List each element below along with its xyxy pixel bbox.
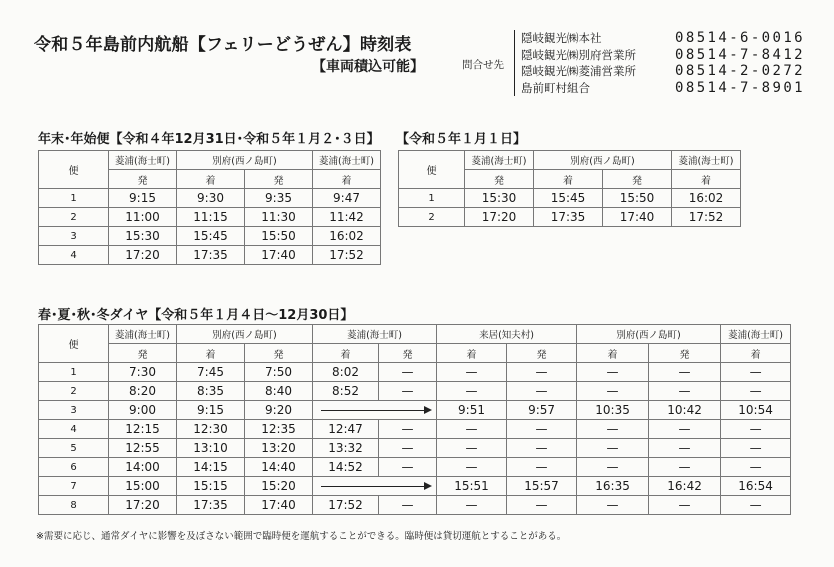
time-cell: 16:42 (649, 477, 721, 496)
contact-phone: 08514-7-8901 (675, 79, 805, 96)
contact-row (515, 47, 805, 64)
time-cell: — (379, 439, 437, 458)
time-cell: — (437, 458, 507, 477)
time-cell: — (649, 458, 721, 477)
arrow-line (321, 410, 426, 411)
contact-row (515, 30, 805, 47)
time-cell: 9:57 (507, 401, 577, 420)
contact-list (514, 30, 805, 96)
time-cell: 16:35 (577, 477, 649, 496)
time-cell: — (649, 363, 721, 382)
bin-number: 5 (39, 439, 109, 458)
time-cell: 9:00 (109, 401, 177, 420)
time-cell: 9:51 (437, 401, 507, 420)
port-header: 別府(西ノ島町) (177, 325, 313, 344)
time-cell: — (437, 439, 507, 458)
time-cell: 15:00 (109, 477, 177, 496)
dep-arr-header: 発 (379, 344, 437, 363)
port-header: 菱浦(海士町) (109, 325, 177, 344)
time-cell: 12:15 (109, 420, 177, 439)
time-cell: 9:15 (177, 401, 245, 420)
time-cell: 9:47 (313, 189, 381, 208)
bin-number: 1 (399, 189, 465, 208)
bin-number: 3 (39, 227, 109, 246)
time-cell: 12:30 (177, 420, 245, 439)
time-cell: — (649, 439, 721, 458)
time-cell: 13:10 (177, 439, 245, 458)
contact-phone: 08514-7-8412 (675, 46, 805, 63)
time-cell: — (721, 458, 791, 477)
time-cell: 15:50 (603, 189, 672, 208)
bin-number: 4 (39, 420, 109, 439)
dep-arr-header: 着 (313, 170, 381, 189)
time-cell: 14:40 (245, 458, 313, 477)
time-cell: 10:54 (721, 401, 791, 420)
time-cell: 17:52 (313, 496, 379, 515)
dep-arr-header: 着 (534, 170, 603, 189)
bin-number: 6 (39, 458, 109, 477)
time-cell: — (507, 363, 577, 382)
table-row (39, 189, 381, 208)
dep-arr-header: 着 (437, 344, 507, 363)
time-cell: — (577, 496, 649, 515)
port-header: 別府(西ノ島町) (534, 151, 672, 170)
table-row (399, 189, 741, 208)
time-cell: 13:32 (313, 439, 379, 458)
dep-arr-header: 着 (672, 170, 741, 189)
time-cell: — (507, 420, 577, 439)
time-cell: — (437, 496, 507, 515)
time-cell: — (379, 382, 437, 401)
bin-number: 8 (39, 496, 109, 515)
main-heading: 春･夏･秋･冬ダイヤ【令和５年１月４日〜12月30日】 (38, 308, 354, 323)
port-header: 菱浦(海士町) (465, 151, 534, 170)
time-cell: 14:00 (109, 458, 177, 477)
time-cell: 15:45 (534, 189, 603, 208)
arrow-right-icon (424, 482, 432, 490)
time-cell: 8:40 (245, 382, 313, 401)
time-cell: 8:02 (313, 363, 379, 382)
port-header: 菱浦(海士町) (721, 325, 791, 344)
dep-arr-header: 着 (177, 344, 245, 363)
time-cell: 7:45 (177, 363, 245, 382)
dep-arr-header: 着 (177, 170, 245, 189)
bin-number: 2 (39, 208, 109, 227)
time-cell: 15:30 (465, 189, 534, 208)
dep-arr-header: 発 (109, 170, 177, 189)
time-cell: 10:35 (577, 401, 649, 420)
time-cell: — (577, 458, 649, 477)
dep-arr-header: 発 (245, 170, 313, 189)
table-row (39, 246, 381, 265)
dep-arr-header: 着 (721, 344, 791, 363)
time-cell: 9:35 (245, 189, 313, 208)
dep-arr-header: 発 (507, 344, 577, 363)
bin-number: 1 (39, 189, 109, 208)
table-row (39, 420, 791, 439)
dep-arr-header: 発 (109, 344, 177, 363)
time-cell: — (721, 439, 791, 458)
arrow-line (321, 486, 426, 487)
time-cell: — (577, 382, 649, 401)
time-cell: 8:35 (177, 382, 245, 401)
time-cell: 17:40 (245, 246, 313, 265)
bin-number: 2 (39, 382, 109, 401)
port-header: 菱浦(海士町) (313, 325, 437, 344)
table-row (39, 208, 381, 227)
time-cell: 17:20 (109, 496, 177, 515)
time-cell: 15:50 (245, 227, 313, 246)
table-row (39, 227, 381, 246)
time-cell: 8:20 (109, 382, 177, 401)
time-cell: — (577, 439, 649, 458)
port-header: 別府(西ノ島町) (177, 151, 313, 170)
time-cell: 15:45 (177, 227, 245, 246)
time-cell: 9:30 (177, 189, 245, 208)
through-arrow (313, 477, 437, 496)
time-cell: 15:51 (437, 477, 507, 496)
time-cell: 17:52 (313, 246, 381, 265)
time-cell: — (437, 363, 507, 382)
dep-arr-header: 発 (465, 170, 534, 189)
time-cell: 10:42 (649, 401, 721, 420)
footnote: ※需要に応じ、通常ダイヤに影響を及ぼさない範囲で臨時便を運航することができる。臨時便は貸切運航とすることがある。 (36, 531, 567, 542)
table-row (39, 439, 791, 458)
time-cell: — (577, 363, 649, 382)
table-row (39, 496, 791, 515)
main-timetable (38, 324, 791, 515)
time-cell: 14:15 (177, 458, 245, 477)
dep-arr-header: 発 (245, 344, 313, 363)
contact-row (515, 63, 805, 80)
time-cell: — (507, 382, 577, 401)
bin-header: 便 (399, 151, 465, 189)
port-header: 別府(西ノ島町) (577, 325, 721, 344)
time-cell: 16:02 (672, 189, 741, 208)
time-cell: 11:15 (177, 208, 245, 227)
arrow-right-icon (424, 406, 432, 414)
nye-timetable (38, 150, 381, 265)
time-cell: 13:20 (245, 439, 313, 458)
bin-number: 2 (399, 208, 465, 227)
time-cell: — (379, 458, 437, 477)
time-cell: 17:35 (177, 246, 245, 265)
dep-arr-header: 着 (577, 344, 649, 363)
time-cell: — (507, 439, 577, 458)
time-cell: — (721, 382, 791, 401)
time-cell: 17:20 (465, 208, 534, 227)
table-row (399, 208, 741, 227)
time-cell: 17:20 (109, 246, 177, 265)
time-cell: 16:02 (313, 227, 381, 246)
contact-name: 隠岐観光㈱別府営業所 (521, 47, 636, 62)
port-header: 来居(知夫村) (437, 325, 577, 344)
jan1-heading: 【令和５年１月１日】 (396, 132, 527, 147)
port-header: 菱浦(海士町) (313, 151, 381, 170)
contact-phone: 08514-2-0272 (675, 63, 805, 80)
through-arrow (313, 401, 437, 420)
bin-number: 4 (39, 246, 109, 265)
dep-arr-header: 着 (313, 344, 379, 363)
time-cell: — (379, 420, 437, 439)
time-cell: 14:52 (313, 458, 379, 477)
time-cell: 12:55 (109, 439, 177, 458)
bin-number: 7 (39, 477, 109, 496)
time-cell: 8:52 (313, 382, 379, 401)
time-cell: — (721, 363, 791, 382)
bin-number: 3 (39, 401, 109, 420)
time-cell: — (577, 420, 649, 439)
time-cell: — (379, 496, 437, 515)
bin-header: 便 (39, 151, 109, 189)
time-cell: — (507, 458, 577, 477)
time-cell: 9:15 (109, 189, 177, 208)
time-cell: 15:20 (245, 477, 313, 496)
table-row (39, 477, 791, 496)
time-cell: — (649, 496, 721, 515)
time-cell: 15:30 (109, 227, 177, 246)
contact-name: 隠岐観光㈱本社 (521, 31, 602, 46)
time-cell: — (437, 382, 507, 401)
page-title: 令和５年島前内航船【フェリーどうぜん】時刻表 (34, 35, 412, 55)
time-cell: 16:54 (721, 477, 791, 496)
time-cell: 12:35 (245, 420, 313, 439)
vehicle-loading-note: 【車両積込可能】 (312, 59, 424, 75)
time-cell: 11:00 (109, 208, 177, 227)
time-cell: 15:15 (177, 477, 245, 496)
table-row (39, 382, 791, 401)
port-header: 菱浦(海士町) (672, 151, 741, 170)
jan1-timetable (398, 150, 741, 227)
time-cell: 17:35 (534, 208, 603, 227)
time-cell: — (649, 382, 721, 401)
time-cell: 15:57 (507, 477, 577, 496)
nye-heading: 年末･年始便【令和４年12月31日･令和５年１月２･３日】 (38, 132, 380, 147)
time-cell: 17:40 (603, 208, 672, 227)
time-cell: — (721, 496, 791, 515)
time-cell: 17:35 (177, 496, 245, 515)
table-row (39, 458, 791, 477)
time-cell: 17:40 (245, 496, 313, 515)
table-row (39, 363, 791, 382)
contact-label: 問合せ先 (462, 59, 504, 71)
port-header: 菱浦(海士町) (109, 151, 177, 170)
dep-arr-header: 発 (649, 344, 721, 363)
time-cell: — (379, 363, 437, 382)
bin-number: 1 (39, 363, 109, 382)
time-cell: 7:30 (109, 363, 177, 382)
time-cell: 7:50 (245, 363, 313, 382)
contact-name: 島前町村組合 (521, 80, 590, 95)
table-row (39, 401, 791, 420)
time-cell: 17:52 (672, 208, 741, 227)
time-cell: 11:42 (313, 208, 381, 227)
contact-name: 隠岐観光㈱菱浦営業所 (521, 64, 636, 79)
time-cell: 11:30 (245, 208, 313, 227)
contact-phone: 08514-6-0016 (675, 30, 805, 47)
time-cell: 12:47 (313, 420, 379, 439)
contact-row (515, 80, 805, 97)
dep-arr-header: 発 (603, 170, 672, 189)
time-cell: — (507, 496, 577, 515)
time-cell: — (437, 420, 507, 439)
time-cell: 9:20 (245, 401, 313, 420)
time-cell: — (649, 420, 721, 439)
time-cell: — (721, 420, 791, 439)
bin-header: 便 (39, 325, 109, 363)
